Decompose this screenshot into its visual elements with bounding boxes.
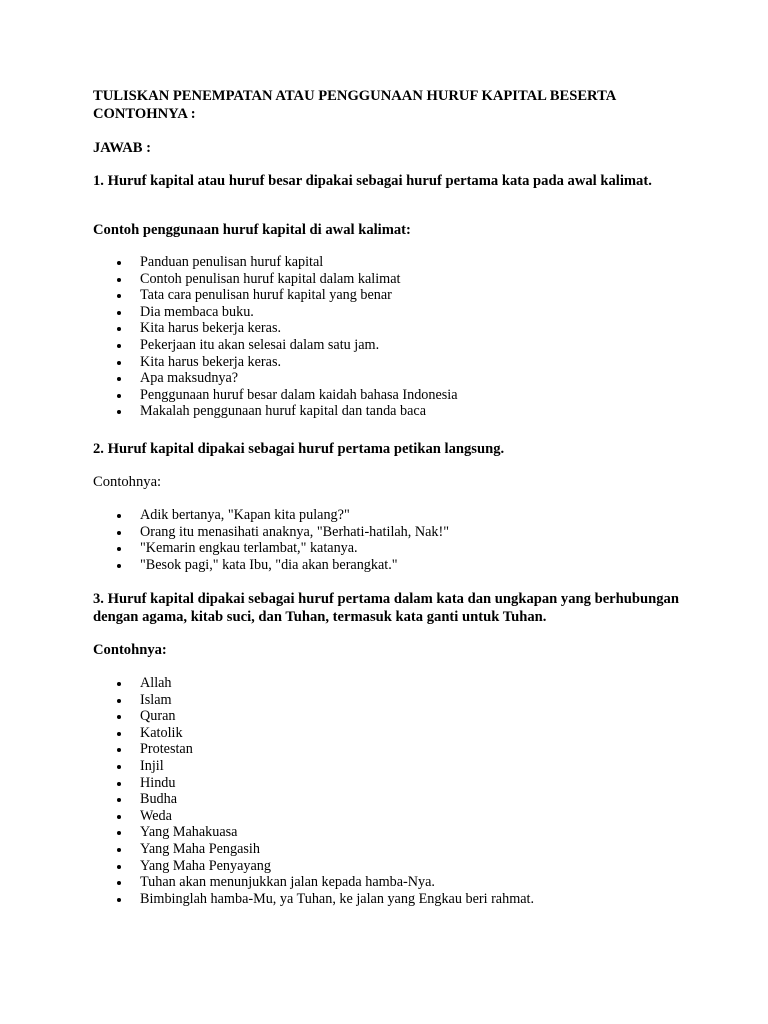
bullet-icon xyxy=(117,848,121,852)
bullet-icon xyxy=(117,547,121,551)
bullet-icon xyxy=(117,798,121,802)
list-item: "Besok pagi," kata Ibu, "dia akan berangkat." xyxy=(93,557,693,574)
bullet-icon xyxy=(117,831,121,835)
list-item: Weda xyxy=(93,808,693,825)
list-item: "Kemarin engkau terlambat," katanya. xyxy=(93,540,693,557)
bullet-icon xyxy=(117,278,121,282)
section-2-example-label: Contohnya: xyxy=(93,474,162,490)
bullet-icon xyxy=(117,881,121,885)
list-item: Panduan penulisan huruf kapital xyxy=(93,254,693,271)
bullet-icon xyxy=(117,699,121,703)
list-item: Bimbinglah hamba-Mu, ya Tuhan, ke jalan yang Engkau beri rahmat. xyxy=(93,891,693,908)
list-item: Tata cara penulisan huruf kapital yang benar xyxy=(93,287,693,304)
list-item: Pekerjaan itu akan selesai dalam satu jam. xyxy=(93,337,693,354)
list-item: Yang Mahakuasa xyxy=(93,824,693,841)
list-item: Tuhan akan menunjukkan jalan kepada hamba-Nya. xyxy=(93,874,693,891)
list-item: Makalah penggunaan huruf kapital dan tanda baca xyxy=(93,403,693,420)
bullet-icon xyxy=(117,294,121,298)
section-1-example-label: Contoh penggunaan huruf kapital di awal kalimat: xyxy=(93,222,411,238)
list-item: Katolik xyxy=(93,725,693,742)
document-title: TULISKAN PENEMPATAN ATAU PENGGUNAAN HURUF KAPITAL BESERTA CONTOHNYA : xyxy=(93,88,616,122)
list-item: Dia membaca buku. xyxy=(93,304,693,321)
list-item: Kita harus bekerja keras. xyxy=(93,320,693,337)
bullet-icon xyxy=(117,311,121,315)
list-item: Budha xyxy=(93,791,693,808)
list-item: Quran xyxy=(93,708,693,725)
bullet-icon xyxy=(117,394,121,398)
list-item: Apa maksudnya? xyxy=(93,370,693,387)
bullet-icon xyxy=(117,564,121,568)
section-1-heading: 1. Huruf kapital atau huruf besar dipakai sebagai huruf pertama kata pada awal kalimat. xyxy=(93,173,652,189)
section-3-example-label: Contohnya: xyxy=(93,642,167,658)
section-3-example-list xyxy=(93,675,693,907)
list-item: Yang Maha Pengasih xyxy=(93,841,693,858)
list-item: Injil xyxy=(93,758,693,775)
bullet-icon xyxy=(117,514,121,518)
bullet-icon xyxy=(117,531,121,535)
bullet-icon xyxy=(117,898,121,902)
section-1-example-list xyxy=(93,254,693,420)
bullet-icon xyxy=(117,748,121,752)
list-item: Hindu xyxy=(93,775,693,792)
list-item: Kita harus bekerja keras. xyxy=(93,354,693,371)
list-item: Adik bertanya, "Kapan kita pulang?" xyxy=(93,507,693,524)
list-item: Allah xyxy=(93,675,693,692)
list-item: Contoh penulisan huruf kapital dalam kalimat xyxy=(93,271,693,288)
bullet-icon xyxy=(117,732,121,736)
bullet-icon xyxy=(117,261,121,265)
bullet-icon xyxy=(117,865,121,869)
bullet-icon xyxy=(117,815,121,819)
bullet-icon xyxy=(117,682,121,686)
section-2-example-list xyxy=(93,507,693,573)
bullet-icon xyxy=(117,327,121,331)
answer-label: JAWAB : xyxy=(93,140,151,156)
list-item: Islam xyxy=(93,692,693,709)
list-item: Yang Maha Penyayang xyxy=(93,858,693,875)
bullet-icon xyxy=(117,361,121,365)
bullet-icon xyxy=(117,765,121,769)
bullet-icon xyxy=(117,782,121,786)
list-item: Protestan xyxy=(93,741,693,758)
bullet-icon xyxy=(117,410,121,414)
bullet-icon xyxy=(117,377,121,381)
section-3-heading: 3. Huruf kapital dipakai sebagai huruf pertama dalam kata dan ungkapan yang berhubungan dengan agama, kitab suci, dan Tuhan, termasuk kata ganti untuk Tuhan. xyxy=(93,591,679,625)
list-item: Orang itu menasihati anaknya, "Berhati-hatilah, Nak!" xyxy=(93,524,693,541)
list-item: Penggunaan huruf besar dalam kaidah bahasa Indonesia xyxy=(93,387,693,404)
bullet-icon xyxy=(117,715,121,719)
bullet-icon xyxy=(117,344,121,348)
section-2-heading: 2. Huruf kapital dipakai sebagai huruf pertama petikan langsung. xyxy=(93,441,505,457)
